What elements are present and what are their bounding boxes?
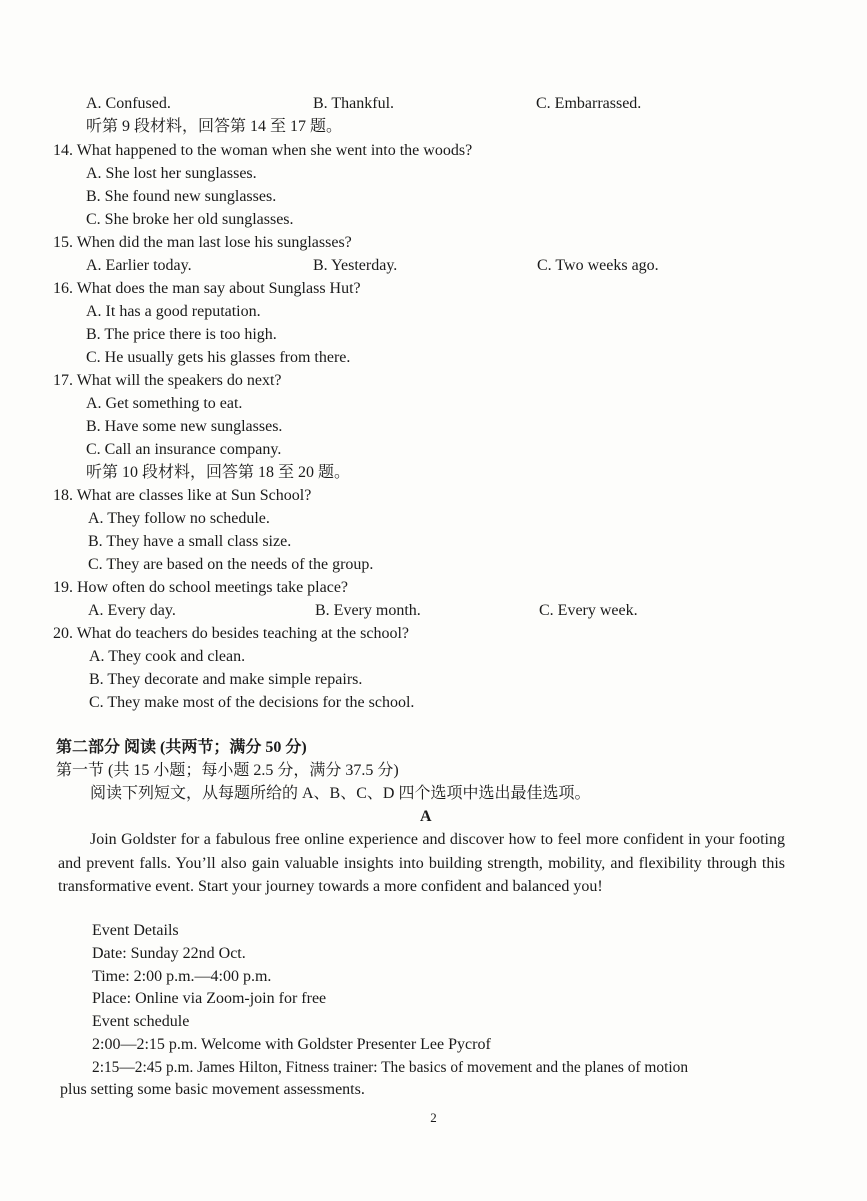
q19-stem: 19. How often do school meetings take place? [53,579,349,596]
q18-option-c: C. They are based on the needs of the group. [88,556,374,573]
event-line-continuation: plus setting some basic movement assessments. [60,1081,365,1098]
q19-option-c: C. Every week. [539,602,638,619]
q16-option-b: B. The price there is too high. [86,326,277,343]
passage-label: A [420,808,432,825]
q17-option-b: B. Have some new sunglasses. [86,418,283,435]
q17-option-c: C. Call an insurance company. [86,441,282,458]
q18-option-b: B. They have a small class size. [88,533,292,550]
event-line: Place: Online via Zoom-join for free [92,990,327,1007]
event-line: 2:00—2:15 p.m. Welcome with Goldster Presenter Lee Pycrof [92,1036,491,1053]
q17-stem: 17. What will the speakers do next? [53,372,282,389]
event-line: Time: 2:00 p.m.—4:00 p.m. [92,968,272,985]
event-line: 2:15—2:45 p.m. James Hilton, Fitness trainer: The basics of movement and the planes of motion [92,1059,689,1076]
q16-option-c: C. He usually gets his glasses from there. [86,349,351,366]
q19-option-b: B. Every month. [315,602,421,619]
q13-option-a: A. Confused. [86,95,171,112]
q13-option-b: B. Thankful. [313,95,395,112]
q16-option-a: A. It has a good reputation. [86,303,261,320]
q16-stem: 16. What does the man say about Sunglass Hut? [53,280,361,297]
q14-option-a: A. She lost her sunglasses. [86,165,257,182]
event-line: Event Details [92,922,179,939]
q18-option-a: A. They follow no schedule. [88,510,270,527]
q15-option-c: C. Two weeks ago. [537,257,659,274]
passage-paragraph: Join Goldster for a fabulous free online experience and discover how to feel more confident in your footing and prevent falls. You’ll also gain valuable insights into building strength, mobility, and flexibility through this transformative event. Start your journey towards a more confident and balanced you! [58,831,785,895]
q20-option-b: B. They decorate and make simple repairs. [89,671,363,688]
q15-stem: 15. When did the man last lose his sunglasses? [53,234,352,251]
reading-instructions: 阅读下列短文，从每题所给的 A、B、C、D 四个选项中选出最佳选项。 [90,785,591,802]
q20-option-c: C. They make most of the decisions for the school. [89,694,415,711]
event-line: Date: Sunday 22nd Oct. [92,945,246,962]
listening-intro-10: 听第 10 段材料，回答第 18 至 20 题。 [86,464,351,481]
q20-stem: 20. What do teachers do besides teaching at the school? [53,625,410,642]
q18-stem: 18. What are classes like at Sun School? [53,487,312,504]
page-number: 2 [430,1110,437,1125]
q17-option-a: A. Get something to eat. [86,395,243,412]
q19-option-a: A. Every day. [88,602,176,619]
q13-option-c: C. Embarrassed. [536,95,642,112]
event-line: Event schedule [92,1013,190,1030]
section1-title: 第一节 (共 15 小题；每小题 2.5 分，满分 37.5 分) [56,762,399,779]
part2-title: 第二部分 阅读 (共两节；满分 50 分) [56,739,307,756]
q14-stem: 14. What happened to the woman when she went into the woods? [53,142,473,159]
q15-option-a: A. Earlier today. [86,257,192,274]
q20-option-a: A. They cook and clean. [89,648,246,665]
listening-intro-9: 听第 9 段材料，回答第 14 至 17 题。 [86,118,343,135]
q14-option-b: B. She found new sunglasses. [86,188,277,205]
q14-option-c: C. She broke her old sunglasses. [86,211,294,228]
q15-option-b: B. Yesterday. [313,257,398,274]
